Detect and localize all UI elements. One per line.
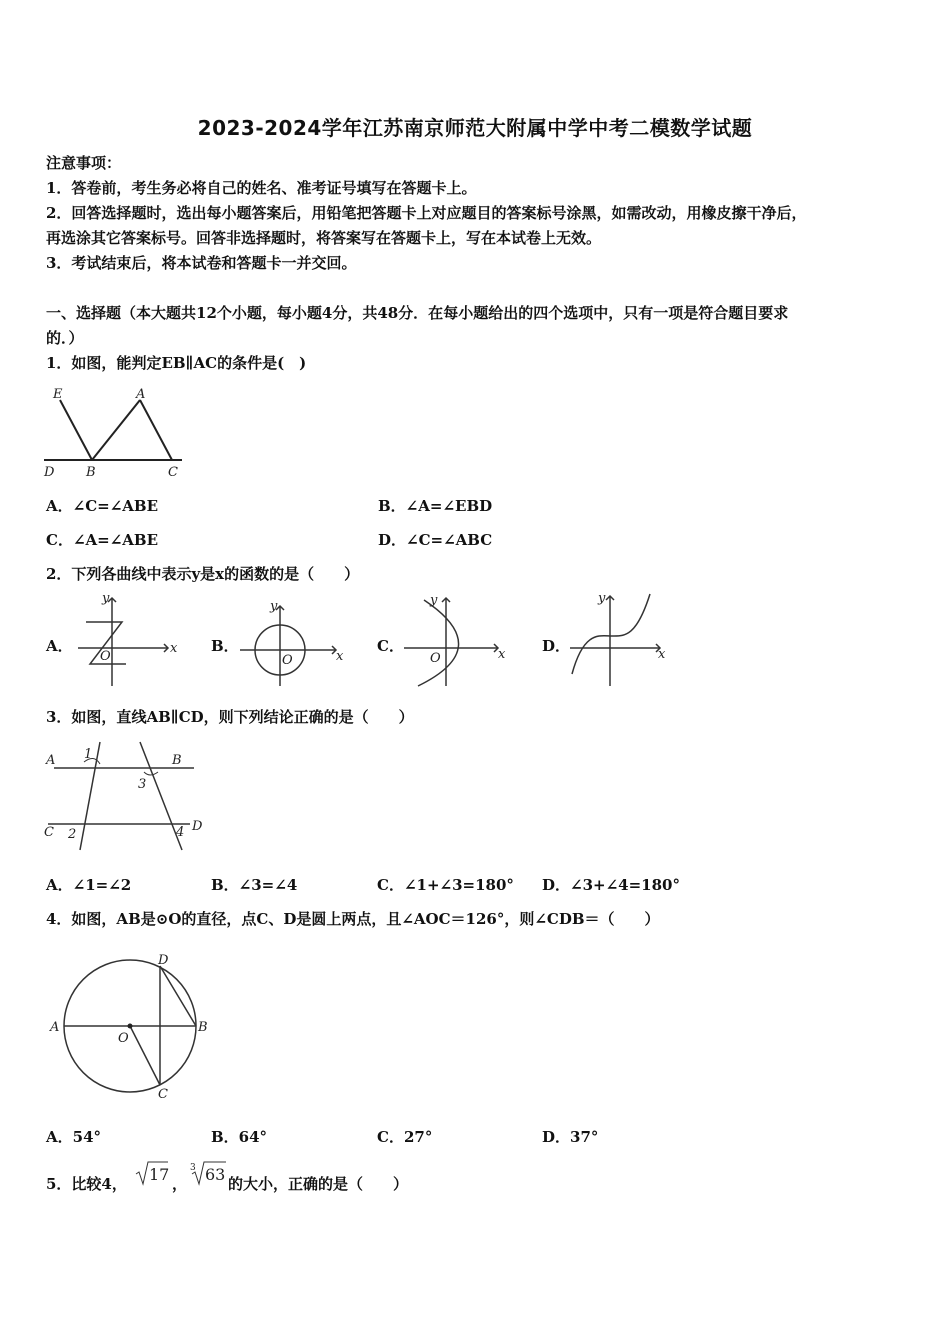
q1-option-d[interactable]: D．∠C=∠ABC xyxy=(378,531,493,549)
q5-sqrt-arg: 17 xyxy=(149,1165,170,1184)
q4-figure xyxy=(44,950,220,1102)
q1-option-a[interactable]: A．∠C=∠ABE xyxy=(46,497,159,515)
q2-stem: 2．下列各曲线中表示y是x的函数的是（ ） xyxy=(46,565,360,583)
q5-comma: ， xyxy=(172,1175,188,1193)
q4-label-c: C xyxy=(158,1087,168,1102)
q3-label-4: 4 xyxy=(176,825,185,840)
q3-label-c: C xyxy=(44,825,54,840)
q5-sqrt-17 xyxy=(134,1158,170,1188)
q3-option-a[interactable]: A．∠1=∠2 xyxy=(46,876,132,894)
q3-option-d[interactable]: D．∠3+∠4=180° xyxy=(542,876,680,894)
q2-option-d-letter[interactable]: D． xyxy=(542,637,571,655)
q2b-x-label: x xyxy=(336,649,344,664)
q4-label-a: A xyxy=(50,1020,60,1035)
notice-item-3: 3．考试结束后，将本试卷和答题卡一并交回。 xyxy=(46,254,357,272)
q2b-origin-label: O xyxy=(282,653,293,668)
q2a-origin-label: O xyxy=(100,649,111,664)
q2a-x-label: x xyxy=(170,641,178,656)
q3-label-3: 3 xyxy=(138,777,147,792)
notice-item-2a: 2．回答选择题时，选出每小题答案后，用铅笔把答题卡上对应题目的答案标号涂黑，如需改动，用橡皮擦干净后， xyxy=(46,204,807,222)
q4-label-b: B xyxy=(198,1020,208,1035)
q3-label-d: D xyxy=(192,819,203,834)
q2b-y-label: y xyxy=(270,599,278,614)
q1-label-a: A xyxy=(136,387,146,402)
q2a-y-label: y xyxy=(102,592,110,606)
q5-cbrt-63 xyxy=(188,1158,228,1188)
q4-option-b[interactable]: B．64° xyxy=(211,1128,268,1146)
q3-label-a: A xyxy=(46,753,56,768)
q5-stem-suffix: 的大小，正确的是（ ） xyxy=(228,1175,409,1193)
q1-label-e: E xyxy=(53,387,63,402)
q2c-y-label: y xyxy=(430,593,438,608)
section-heading-line1: 一、选择题（本大题共12个小题，每小题4分，共48分．在每小题给出的四个选项中，只有一项是符合题目要求 xyxy=(46,304,789,322)
q1-label-b: B xyxy=(86,465,96,480)
q4-label-d: D xyxy=(158,953,169,968)
q2-graph-a xyxy=(72,592,182,688)
q1-option-c[interactable]: C．∠A=∠ABE xyxy=(46,531,159,549)
q2-option-c-letter[interactable]: C． xyxy=(377,637,404,655)
q2-graph-d xyxy=(566,590,670,688)
q3-option-b[interactable]: B．∠3=∠4 xyxy=(211,876,298,894)
q2-graph-b xyxy=(236,598,346,688)
q2d-x-label: x xyxy=(658,647,666,662)
q2d-y-label: y xyxy=(598,591,606,606)
q5-cbrt-arg: 63 xyxy=(205,1165,226,1184)
notice-item-2b: 再选涂其它答案标号。回答非选择题时，将答案写在答题卡上，写在本试卷上无效。 xyxy=(46,229,602,247)
q2c-origin-label: O xyxy=(430,651,441,666)
q2c-x-label: x xyxy=(498,647,506,662)
q3-label-2: 2 xyxy=(68,827,77,842)
q3-label-1: 1 xyxy=(84,747,93,762)
q4-option-d[interactable]: D．37° xyxy=(542,1128,599,1146)
q4-option-a[interactable]: A．54° xyxy=(46,1128,102,1146)
q3-stem: 3．如图，直线AB∥CD，则下列结论正确的是（ ） xyxy=(46,708,414,726)
q2-option-b-letter[interactable]: B． xyxy=(211,637,239,655)
q3-figure xyxy=(42,740,214,858)
q1-label-d: D xyxy=(44,465,55,480)
section-heading-line2: 的．） xyxy=(46,329,84,347)
q2-graph-c xyxy=(400,592,510,688)
notice-heading: 注意事项： xyxy=(46,154,122,172)
q1-stem: 1．如图，能判定EB∥AC的条件是( ) xyxy=(46,354,307,372)
q1-option-b[interactable]: B．∠A=∠EBD xyxy=(378,497,493,515)
q4-option-c[interactable]: C．27° xyxy=(377,1128,433,1146)
q4-stem: 4．如图，AB是⊙O的直径，点C、D是圆上两点，且∠AOC＝126°，则∠CDB＝（ ） xyxy=(46,910,660,928)
page-title: 2023-2024学年江苏南京师范大附属中学中考二模数学试题 xyxy=(197,116,753,140)
q3-label-b: B xyxy=(172,753,182,768)
q1-label-c: C xyxy=(168,465,178,480)
q3-option-c[interactable]: C．∠1+∠3=180° xyxy=(377,876,514,894)
q4-label-o: O xyxy=(118,1031,129,1046)
q5-cbrt-index: 3 xyxy=(190,1163,196,1173)
q5-stem-prefix: 5．比较4， xyxy=(46,1175,127,1193)
q2-option-a-letter[interactable]: A． xyxy=(46,637,73,655)
notice-item-1: 1．答卷前，考生务必将自己的姓名、准考证号填写在答题卡上。 xyxy=(46,179,477,197)
q1-figure xyxy=(40,382,190,482)
